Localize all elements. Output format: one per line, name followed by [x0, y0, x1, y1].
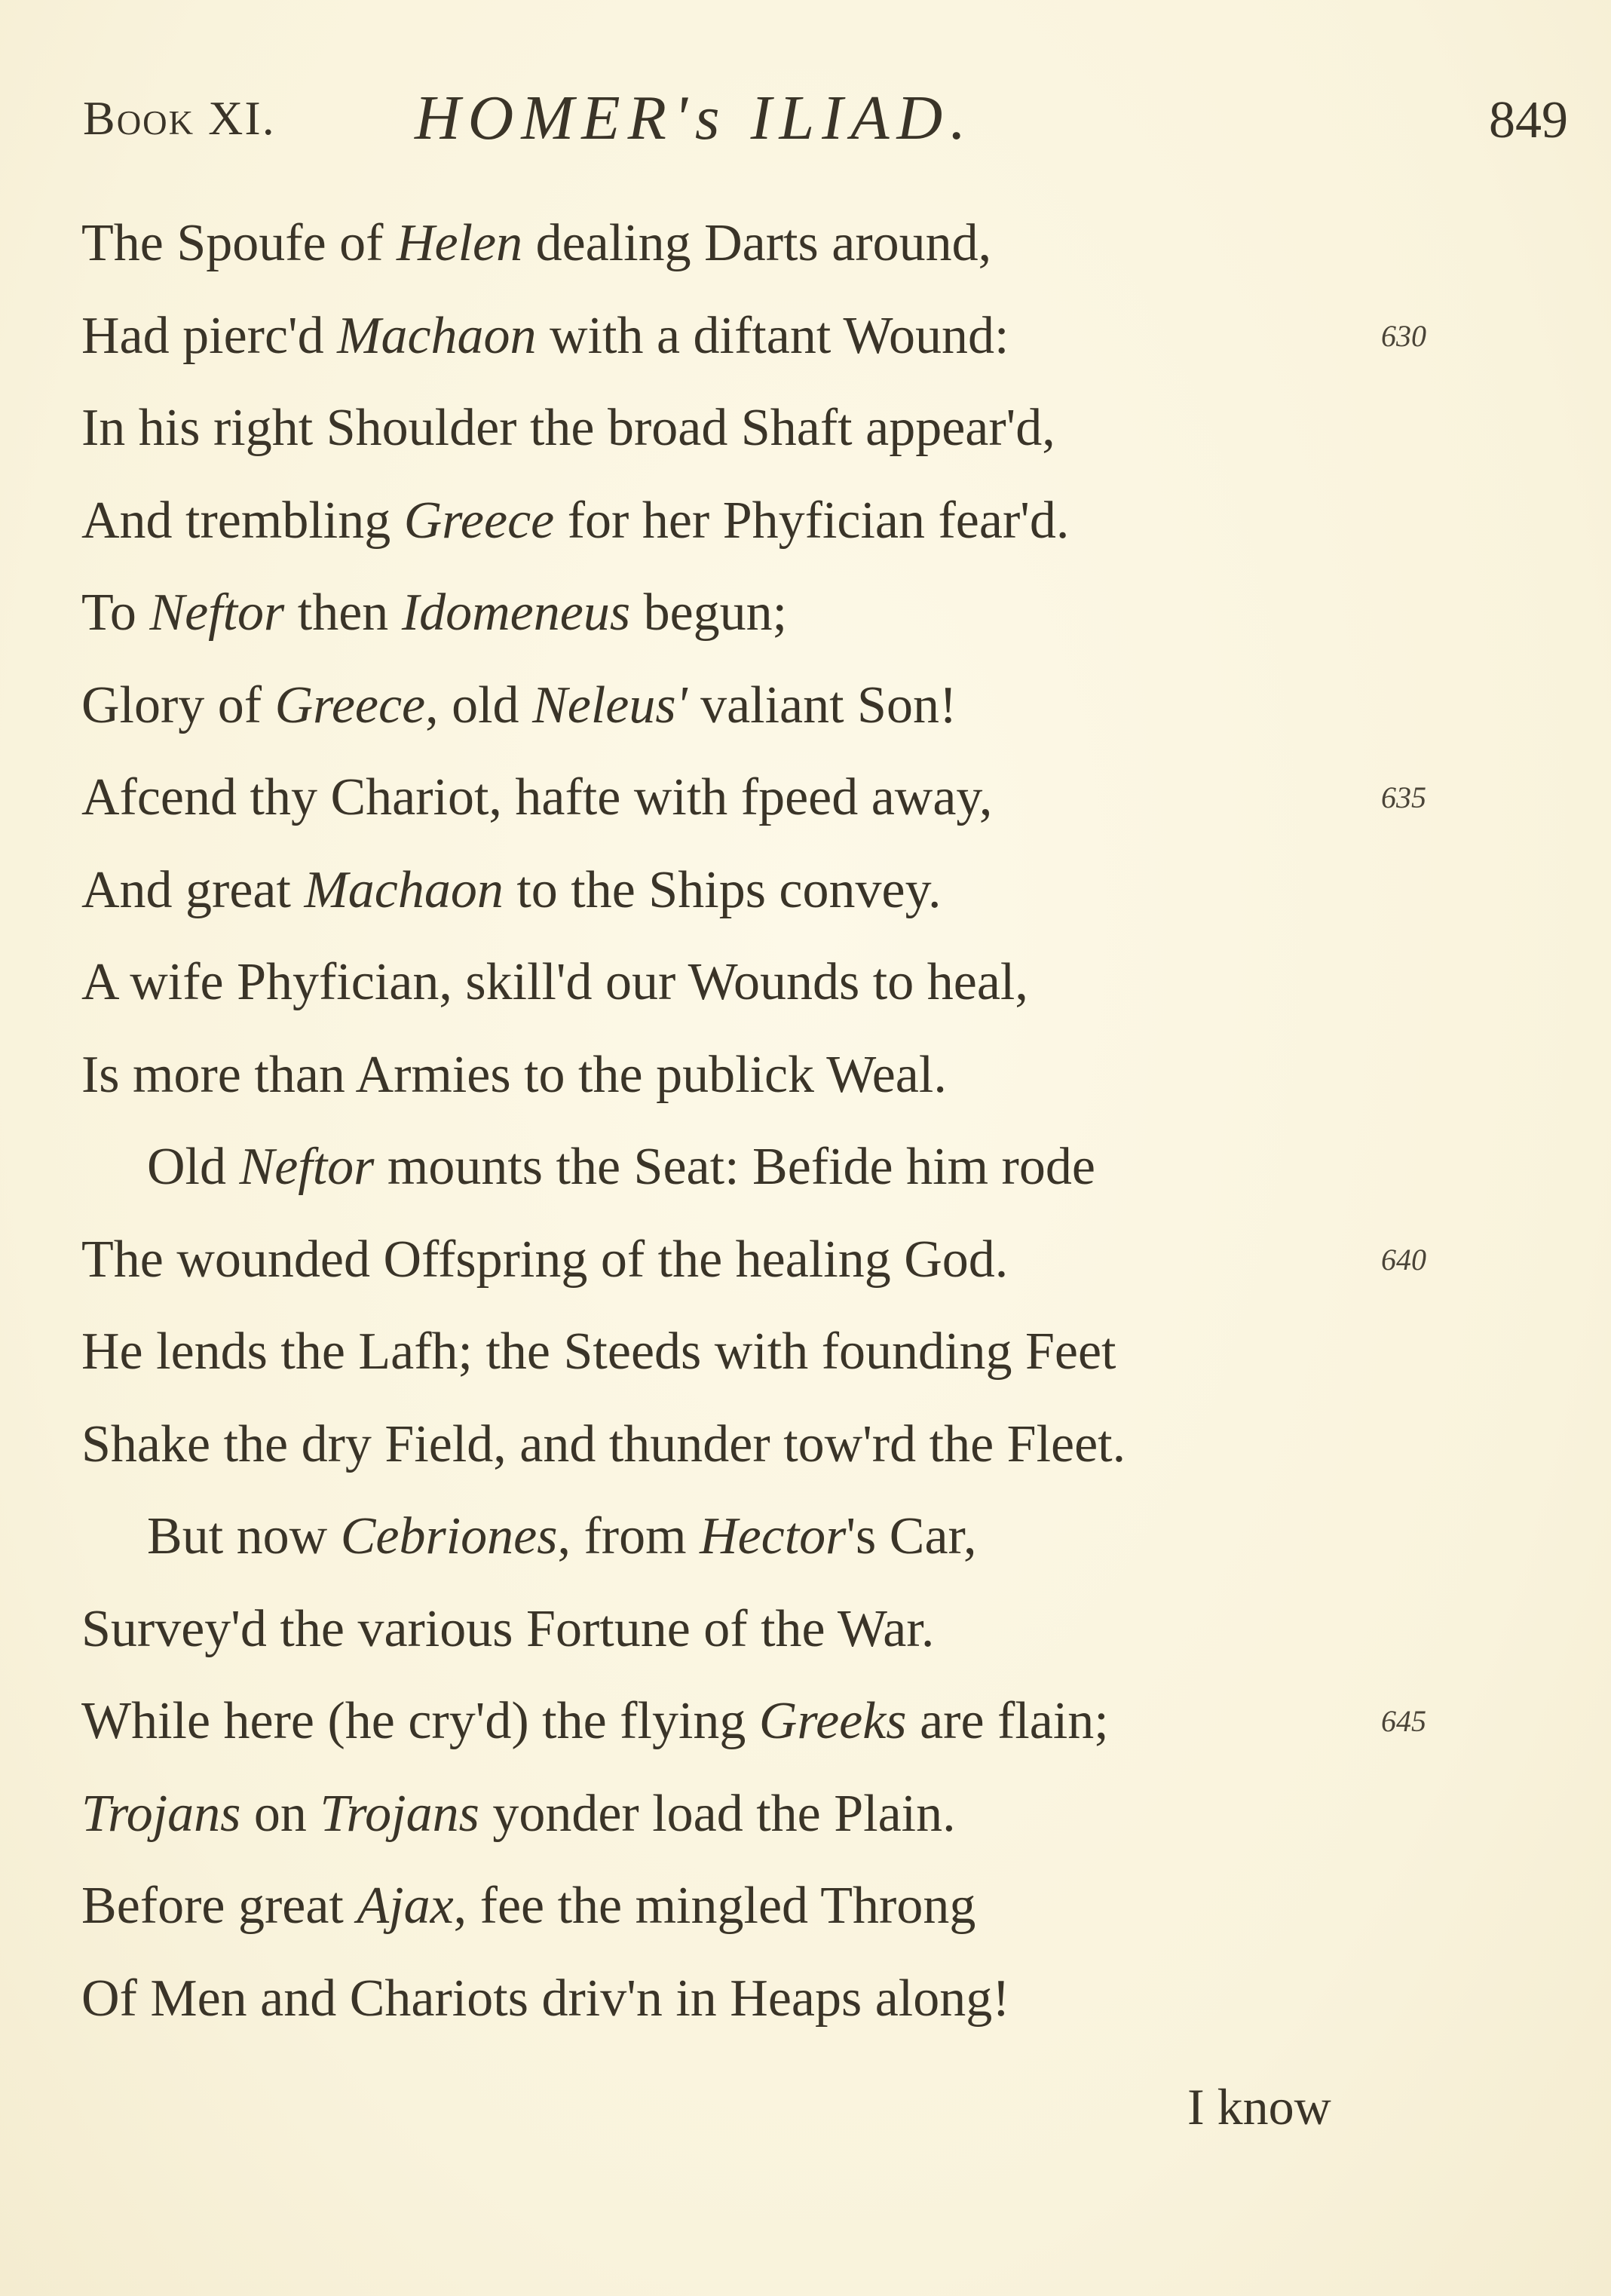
- line-number: 635: [1381, 780, 1426, 814]
- italic-name: Cebriones: [340, 1507, 558, 1565]
- verse-fragment: And great: [81, 860, 305, 919]
- verse-text: [81, 752, 992, 845]
- verse-fragment: begun;: [630, 584, 788, 642]
- verse-fragment: Shake the dry Field, and thunder tow'rd the Fleet.: [81, 1415, 1126, 1473]
- verse-line: [0, 198, 1611, 290]
- verse-text: [81, 1675, 1109, 1768]
- verse-line: [0, 1214, 1611, 1307]
- verse-line: [0, 382, 1611, 475]
- verse-text: [81, 382, 1055, 475]
- italic-name: Greece: [274, 676, 426, 734]
- verse-fragment: , from: [557, 1507, 700, 1565]
- italic-name: Greece: [403, 491, 555, 550]
- verse-line: [0, 475, 1611, 568]
- verse-fragment: Survey'd the various Fortune of the War.: [81, 1599, 935, 1658]
- verse-fragment: 's Car,: [846, 1507, 977, 1565]
- verse-line: [0, 1121, 1611, 1214]
- verse-fragment: then: [284, 584, 402, 642]
- verse-line: [0, 290, 1611, 383]
- verse-line: [0, 936, 1611, 1029]
- verse-fragment: The Spoufe of: [81, 214, 397, 272]
- verse-fragment: dealing Darts around,: [522, 214, 992, 272]
- verse-fragment: , fee the mingled Throng: [453, 1877, 976, 1935]
- line-number: 645: [1381, 1704, 1426, 1738]
- verse-line: [0, 845, 1611, 937]
- italic-name: Idomeneus: [401, 584, 631, 642]
- verse-text: [81, 1029, 947, 1122]
- verse-fragment: to the Ships convey.: [503, 860, 942, 919]
- italic-name: Trojans: [81, 1784, 241, 1843]
- verse-text: [81, 198, 991, 290]
- italic-name: Neleus': [532, 676, 688, 734]
- verse-line: [0, 1583, 1611, 1676]
- verse-fragment: But now: [147, 1507, 341, 1565]
- italic-name: Helen: [396, 214, 523, 272]
- verse-fragment: To: [81, 584, 150, 642]
- verse-line: [0, 1306, 1611, 1399]
- verse-fragment: mounts the Seat: Befide him rode: [374, 1138, 1095, 1196]
- verse-line: [0, 660, 1611, 753]
- italic-name: Greeks: [758, 1692, 907, 1750]
- verse-fragment: yonder load the Plain.: [479, 1784, 956, 1843]
- verse-text: [81, 290, 1009, 383]
- verse-line: [0, 1953, 1611, 2046]
- verse-text: [147, 1491, 977, 1583]
- verse-fragment: on: [240, 1784, 320, 1843]
- verse-text: [81, 660, 957, 753]
- verse-text: [81, 1768, 956, 1861]
- verse-text: [81, 567, 787, 660]
- verse-fragment: valiant Son!: [687, 676, 957, 734]
- verse-fragment: Old: [147, 1138, 240, 1196]
- verse-fragment: Before great: [81, 1877, 357, 1935]
- verse-fragment: And trembling: [81, 491, 404, 550]
- line-number: 630: [1381, 318, 1426, 353]
- verse-text: [147, 1121, 1095, 1214]
- verse-fragment: are flain;: [906, 1692, 1109, 1750]
- verse-text: [81, 1306, 1116, 1399]
- italic-name: Machaon: [337, 306, 537, 365]
- verse-fragment: He lends the Lafh; the Steeds with founding Feet: [81, 1323, 1116, 1381]
- italic-name: Machaon: [304, 860, 504, 919]
- verse-fragment: The wounded Offspring of the healing God.: [81, 1230, 1009, 1289]
- verse-fragment: with a diftant Wound:: [536, 306, 1009, 365]
- verse-line: [0, 1399, 1611, 1491]
- italic-name: Ajax: [357, 1877, 454, 1935]
- poem-body: [0, 198, 1611, 2045]
- verse-line: [0, 752, 1611, 845]
- italic-name: Hector: [700, 1507, 847, 1565]
- verse-text: [81, 475, 1069, 568]
- italic-name: Trojans: [320, 1784, 479, 1843]
- verse-fragment: A wife Phyfician, skill'd our Wounds to heal,: [81, 953, 1028, 1011]
- verse-fragment: Had pierc'd: [81, 306, 338, 365]
- verse-fragment: Afcend thy Chariot, hafte with fpeed away,: [81, 768, 993, 826]
- page-number: 849: [1489, 91, 1568, 149]
- running-header: [83, 75, 1568, 166]
- verse-line: [0, 1768, 1611, 1861]
- verse-text: [81, 1860, 975, 1953]
- catchword: I know: [1187, 2078, 1331, 2135]
- verse-text: [81, 1953, 1010, 2046]
- verse-fragment: for her Phyfician fear'd.: [554, 491, 1070, 550]
- italic-name: Neftor: [149, 584, 285, 642]
- verse-fragment: , old: [425, 676, 533, 734]
- verse-text: [81, 845, 942, 937]
- book-label: Book XI.: [83, 91, 276, 145]
- verse-line: [0, 1491, 1611, 1583]
- verse-text: [81, 1399, 1126, 1491]
- verse-line: [0, 1675, 1611, 1768]
- verse-line: [0, 1860, 1611, 1953]
- verse-text: [81, 1583, 934, 1676]
- line-number: 640: [1381, 1242, 1426, 1277]
- verse-text: [81, 1214, 1008, 1307]
- verse-fragment: While here (he cry'd) the flying: [81, 1692, 759, 1750]
- italic-name: Neftor: [239, 1138, 375, 1196]
- verse-fragment: Glory of: [81, 676, 275, 734]
- verse-fragment: Of Men and Chariots driv'n in Heaps along!: [81, 1969, 1010, 2028]
- running-title: HOMER's ILIAD.: [415, 83, 974, 153]
- verse-fragment: In his right Shoulder the broad Shaft appear'd,: [81, 399, 1055, 457]
- verse-line: [0, 1029, 1611, 1122]
- verse-text: [81, 936, 1028, 1029]
- verse-line: [0, 567, 1611, 660]
- verse-fragment: Is more than Armies to the publick Weal.: [81, 1045, 947, 1104]
